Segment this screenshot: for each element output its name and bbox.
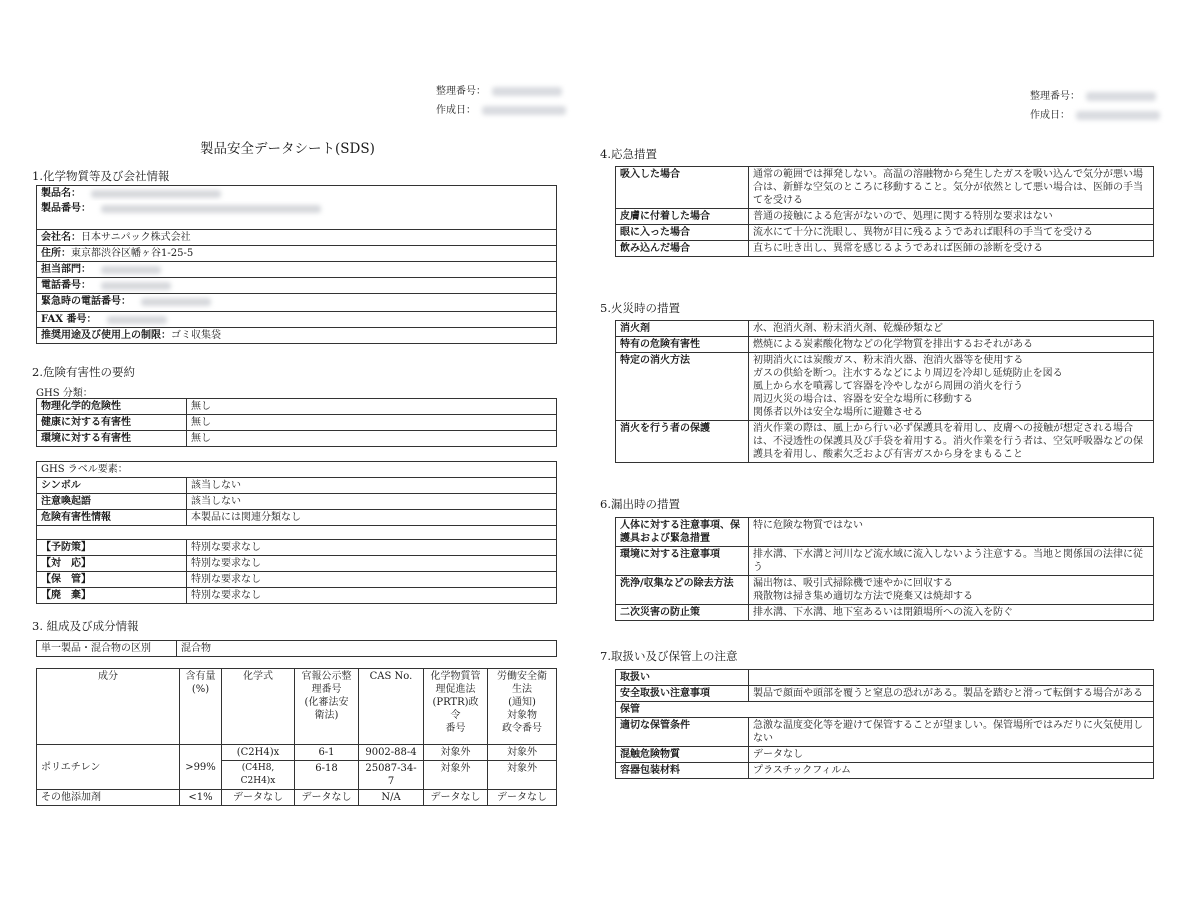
table-row	[37, 572, 557, 588]
spill-value: 排水溝、下水溝、地下室あるいは閉鎖場所への流入を防ぐ	[749, 605, 1154, 621]
handling-heading: 取扱い	[616, 670, 749, 686]
table-row	[37, 556, 557, 572]
table-row	[37, 478, 557, 494]
handling-label: 安全取扱い注意事項	[616, 686, 749, 702]
ghs-label-table	[36, 461, 557, 604]
first-aid-label: 眼に入った場合	[616, 225, 749, 241]
ish-no: データなし	[488, 790, 557, 806]
spill-table	[615, 517, 1154, 621]
fire-label: 特定の消火方法	[616, 353, 749, 421]
label-element-value: 該当しない	[187, 494, 557, 510]
fire-value: 燃焼による炭素酸化物などの化学物質を排出するおそれがある	[749, 337, 1154, 353]
precaution-value: 特別な要求なし	[187, 572, 557, 588]
table-row	[616, 209, 1154, 225]
usage-value: ゴミ収集袋	[171, 330, 221, 341]
precaution-label: 【予防策】	[37, 540, 187, 556]
sakusei-label: 作成日：	[436, 105, 476, 116]
redacted-value	[492, 87, 562, 96]
page-header	[1030, 87, 1160, 125]
formula-value: (C4H8, C2H4)x	[222, 761, 295, 790]
first-aid-value: 通常の範囲では揮発しない。高温の溶融物から発生したガスを吸い込んで気分が悪い場合は、新鮮な空気のところに移動すること。気分が依然として悪い場合は、医師の手当てを受ける	[749, 167, 1154, 209]
precaution-label: 【保 管】	[37, 572, 187, 588]
redacted-value	[482, 106, 566, 115]
emergency-tel-label: 緊急時の電話番号：	[41, 296, 131, 307]
class-value: 無し	[187, 399, 557, 415]
table-row	[37, 540, 557, 556]
table-row	[616, 747, 1154, 763]
sds-page-1	[0, 0, 590, 900]
table-row	[616, 353, 1154, 421]
fire-value: 水、泡消火剤、粉末消火剤、乾燥砂類など	[749, 321, 1154, 337]
class-value: 無し	[187, 415, 557, 431]
col-cas: CAS No.	[359, 669, 424, 745]
official-no: 6-18	[295, 761, 359, 790]
single-mixture-label: 単一製品・混合物の区別	[37, 641, 177, 657]
cas-no: 25087-34-7	[359, 761, 424, 790]
table-row	[616, 605, 1154, 621]
table-row	[616, 167, 1154, 209]
first-aid-label: 皮膚に付着した場合	[616, 209, 749, 225]
ghs-class-label: GHS 分類：	[36, 388, 93, 399]
ish-no: 対象外	[488, 745, 557, 761]
table-row	[37, 399, 557, 415]
precaution-value: 特別な要求なし	[187, 540, 557, 556]
content-value: >99%	[180, 745, 222, 790]
prtr-no: 対象外	[424, 761, 488, 790]
col-formula: 化学式	[222, 669, 295, 745]
table-row	[37, 431, 557, 447]
label-element-value: 該当しない	[187, 478, 557, 494]
redacted-value	[141, 298, 211, 306]
first-aid-label: 飲み込んだ場合	[616, 241, 749, 257]
prtr-no: データなし	[424, 790, 488, 806]
storage-label: 混触危険物質	[616, 747, 749, 763]
table-row	[616, 421, 1154, 463]
table-row	[616, 547, 1154, 576]
handling-value: 製品で顔面や頭部を覆うと窒息の恐れがある。製品を踏むと滑って転倒する場合がある	[749, 686, 1154, 702]
fire-label: 消火剤	[616, 321, 749, 337]
class-label: 環境に対する有害性	[37, 431, 187, 447]
storage-heading: 保管	[616, 702, 1154, 718]
class-label: 物理化学的危険性	[37, 399, 187, 415]
label-element: 注意喚起語	[37, 494, 187, 510]
table-row	[37, 494, 557, 510]
section-6-heading: 6.漏出時の措置	[600, 497, 680, 511]
fire-method-line: 初期消火には炭酸ガス、粉末消火器、泡消火器等を使用する	[753, 355, 1024, 366]
cas-no: N/A	[359, 790, 424, 806]
table-row	[616, 241, 1154, 257]
ghs-label-elements: GHS ラベル要素：	[37, 462, 557, 478]
official-no: 6-1	[295, 745, 359, 761]
content-value: <1%	[180, 790, 222, 806]
table-row	[616, 321, 1154, 337]
fire-method-line: 風上から水を噴霧して容器を冷やしながら周囲の消火を行う	[753, 381, 1023, 392]
section-2-heading: 2.危険有害性の要約	[32, 365, 135, 379]
redacted-value	[101, 282, 171, 290]
first-aid-value: 普通の接触による危害がないので、処理に関する特別な要求はない	[749, 209, 1154, 225]
fire-label: 特有の危険有害性	[616, 337, 749, 353]
table-row	[616, 225, 1154, 241]
class-value: 無し	[187, 431, 557, 447]
usage-label: 推奨用途及び使用上の制限：	[41, 330, 171, 341]
sakusei-label: 作成日：	[1030, 110, 1070, 121]
single-mixture-value: 混合物	[177, 641, 557, 657]
redacted-value	[101, 205, 321, 213]
col-content: 含有量 (%)	[180, 669, 222, 745]
spill-value: 排水溝、下水溝と河川など流水域に流入しないよう注意する。当地と関係国の法律に従う	[749, 547, 1154, 576]
table-row	[616, 686, 1154, 702]
composition-table	[36, 668, 557, 806]
fire-value	[749, 353, 1154, 421]
spill-value: 特に危険な物質ではない	[749, 518, 1154, 547]
tel-label: 電話番号：	[41, 280, 91, 291]
class-label: 健康に対する有害性	[37, 415, 187, 431]
sds-page-2	[595, 0, 1200, 900]
company-label: 会社名：	[41, 232, 81, 243]
seiri-label: 整理番号：	[1030, 91, 1080, 102]
handling-table	[615, 669, 1154, 779]
fire-label: 消火を行う者の保護	[616, 421, 749, 463]
product-name-label: 製品名：	[41, 188, 81, 199]
spill-label: 二次災害の防止策	[616, 605, 749, 621]
spill-label: 環境に対する注意事項	[616, 547, 749, 576]
col-official: 官報公示整 理番号 (化審法安 衛法)	[295, 669, 359, 745]
first-aid-label: 吸入した場合	[616, 167, 749, 209]
spill-label: 洗浄/収集などの除去方法	[616, 576, 749, 605]
first-aid-value: 直ちに吐き出し、異常を感じるようであれば医師の診断を受ける	[749, 241, 1154, 257]
table-row	[37, 415, 557, 431]
fire-value: 消火作業の際は、風上から行い必ず保護具を着用し、皮膚への接触が想定される場合は、不浸透性の保護具及び手袋を着用する。消火作業を行う者は、空気呼吸器などの保護具を着用し、酸素欠乏および有害ガスから身をまもること	[749, 421, 1154, 463]
redacted-value	[107, 316, 167, 324]
section-1-heading: 1.化学物質等及び会社情報	[32, 169, 170, 183]
section-4-heading: 4.応急措置	[600, 147, 657, 161]
col-prtr: 化学物質管 理促進法 (PRTR)政令 番号	[424, 669, 488, 745]
address-label: 住所：	[41, 248, 71, 259]
table-row	[616, 763, 1154, 779]
first-aid-table	[615, 166, 1154, 257]
col-component: 成分	[37, 669, 180, 745]
page-header	[436, 82, 566, 120]
redacted-value	[1086, 92, 1156, 101]
component-name: その他添加剤	[37, 790, 180, 806]
storage-value: 急激な温度変化等を避けて保管することが望ましい。保管場所ではみだりに火気使用しない	[749, 718, 1154, 747]
formula-value: データなし	[222, 790, 295, 806]
fax-label: FAX 番号：	[41, 314, 97, 325]
redacted-value	[1076, 111, 1160, 120]
storage-value: データなし	[749, 747, 1154, 763]
first-aid-value: 流水にて十分に洗眼し、異物が目に残るようであれば眼科の手当てを受ける	[749, 225, 1154, 241]
table-row	[616, 718, 1154, 747]
storage-label: 容器包装材料	[616, 763, 749, 779]
table-row	[616, 518, 1154, 547]
section-5-heading: 5.火災時の措置	[600, 301, 680, 315]
table-row	[616, 337, 1154, 353]
official-no: データなし	[295, 790, 359, 806]
prtr-no: 対象外	[424, 745, 488, 761]
table-row	[37, 790, 557, 806]
col-ish: 労働安全衛 生法 (通知) 対象物 政令番号	[488, 669, 557, 745]
redacted-value	[101, 266, 161, 274]
fire-method-line: 関係者以外は安全な場所に避難させる	[753, 407, 923, 418]
company-name: 日本サニパック株式会社	[81, 232, 191, 243]
section-3-heading: 3. 組成及び成分情報	[32, 619, 139, 633]
precaution-value: 特別な要求なし	[187, 556, 557, 572]
table-row	[37, 510, 557, 526]
ish-no: 対象外	[488, 761, 557, 790]
seiri-label: 整理番号：	[436, 86, 486, 97]
spill-value: 漏出物は、吸引式掃除機で速やかに回収する 飛散物は掃き集め適切な方法で廃棄又は焼却する	[749, 576, 1154, 605]
fire-table	[615, 320, 1154, 463]
cas-no: 9002-88-4	[359, 745, 424, 761]
product-no-label: 製品番号：	[41, 203, 91, 214]
label-element-value: 本製品には関連分類なし	[187, 510, 557, 526]
label-element: シンボル	[37, 478, 187, 494]
precaution-label: 【廃 棄】	[37, 588, 187, 604]
section-7-heading: 7.取扱い及び保管上の注意	[600, 649, 738, 663]
address: 東京都渋谷区幡ヶ谷1-25-5	[71, 248, 194, 259]
redacted-value	[91, 190, 221, 198]
precaution-value: 特別な要求なし	[187, 588, 557, 604]
dept-label: 担当部門：	[41, 264, 91, 275]
ghs-class-table	[36, 398, 557, 447]
storage-label: 適切な保管条件	[616, 718, 749, 747]
document-title: 製品安全データシート(SDS)	[200, 141, 375, 157]
fire-method-line: ガスの供給を断つ。注水するなどにより周辺を冷却し延焼防止を図る	[753, 368, 1063, 379]
formula-value: (C2H4)x	[222, 745, 295, 761]
storage-value: プラスチックフィルム	[749, 763, 1154, 779]
mixture-table	[36, 640, 557, 657]
fire-method-line: 周辺火災の場合は、容器を安全な場所に移動する	[753, 394, 973, 405]
label-element: 危険有害性情報	[37, 510, 187, 526]
table-row	[616, 576, 1154, 605]
component-name: ポリエチレン	[37, 745, 180, 790]
table-row	[37, 745, 557, 761]
precaution-label: 【対 応】	[37, 556, 187, 572]
company-info-table	[36, 185, 557, 344]
table-row	[37, 588, 557, 604]
spill-label: 人体に対する注意事項、保護具および緊急措置	[616, 518, 749, 547]
